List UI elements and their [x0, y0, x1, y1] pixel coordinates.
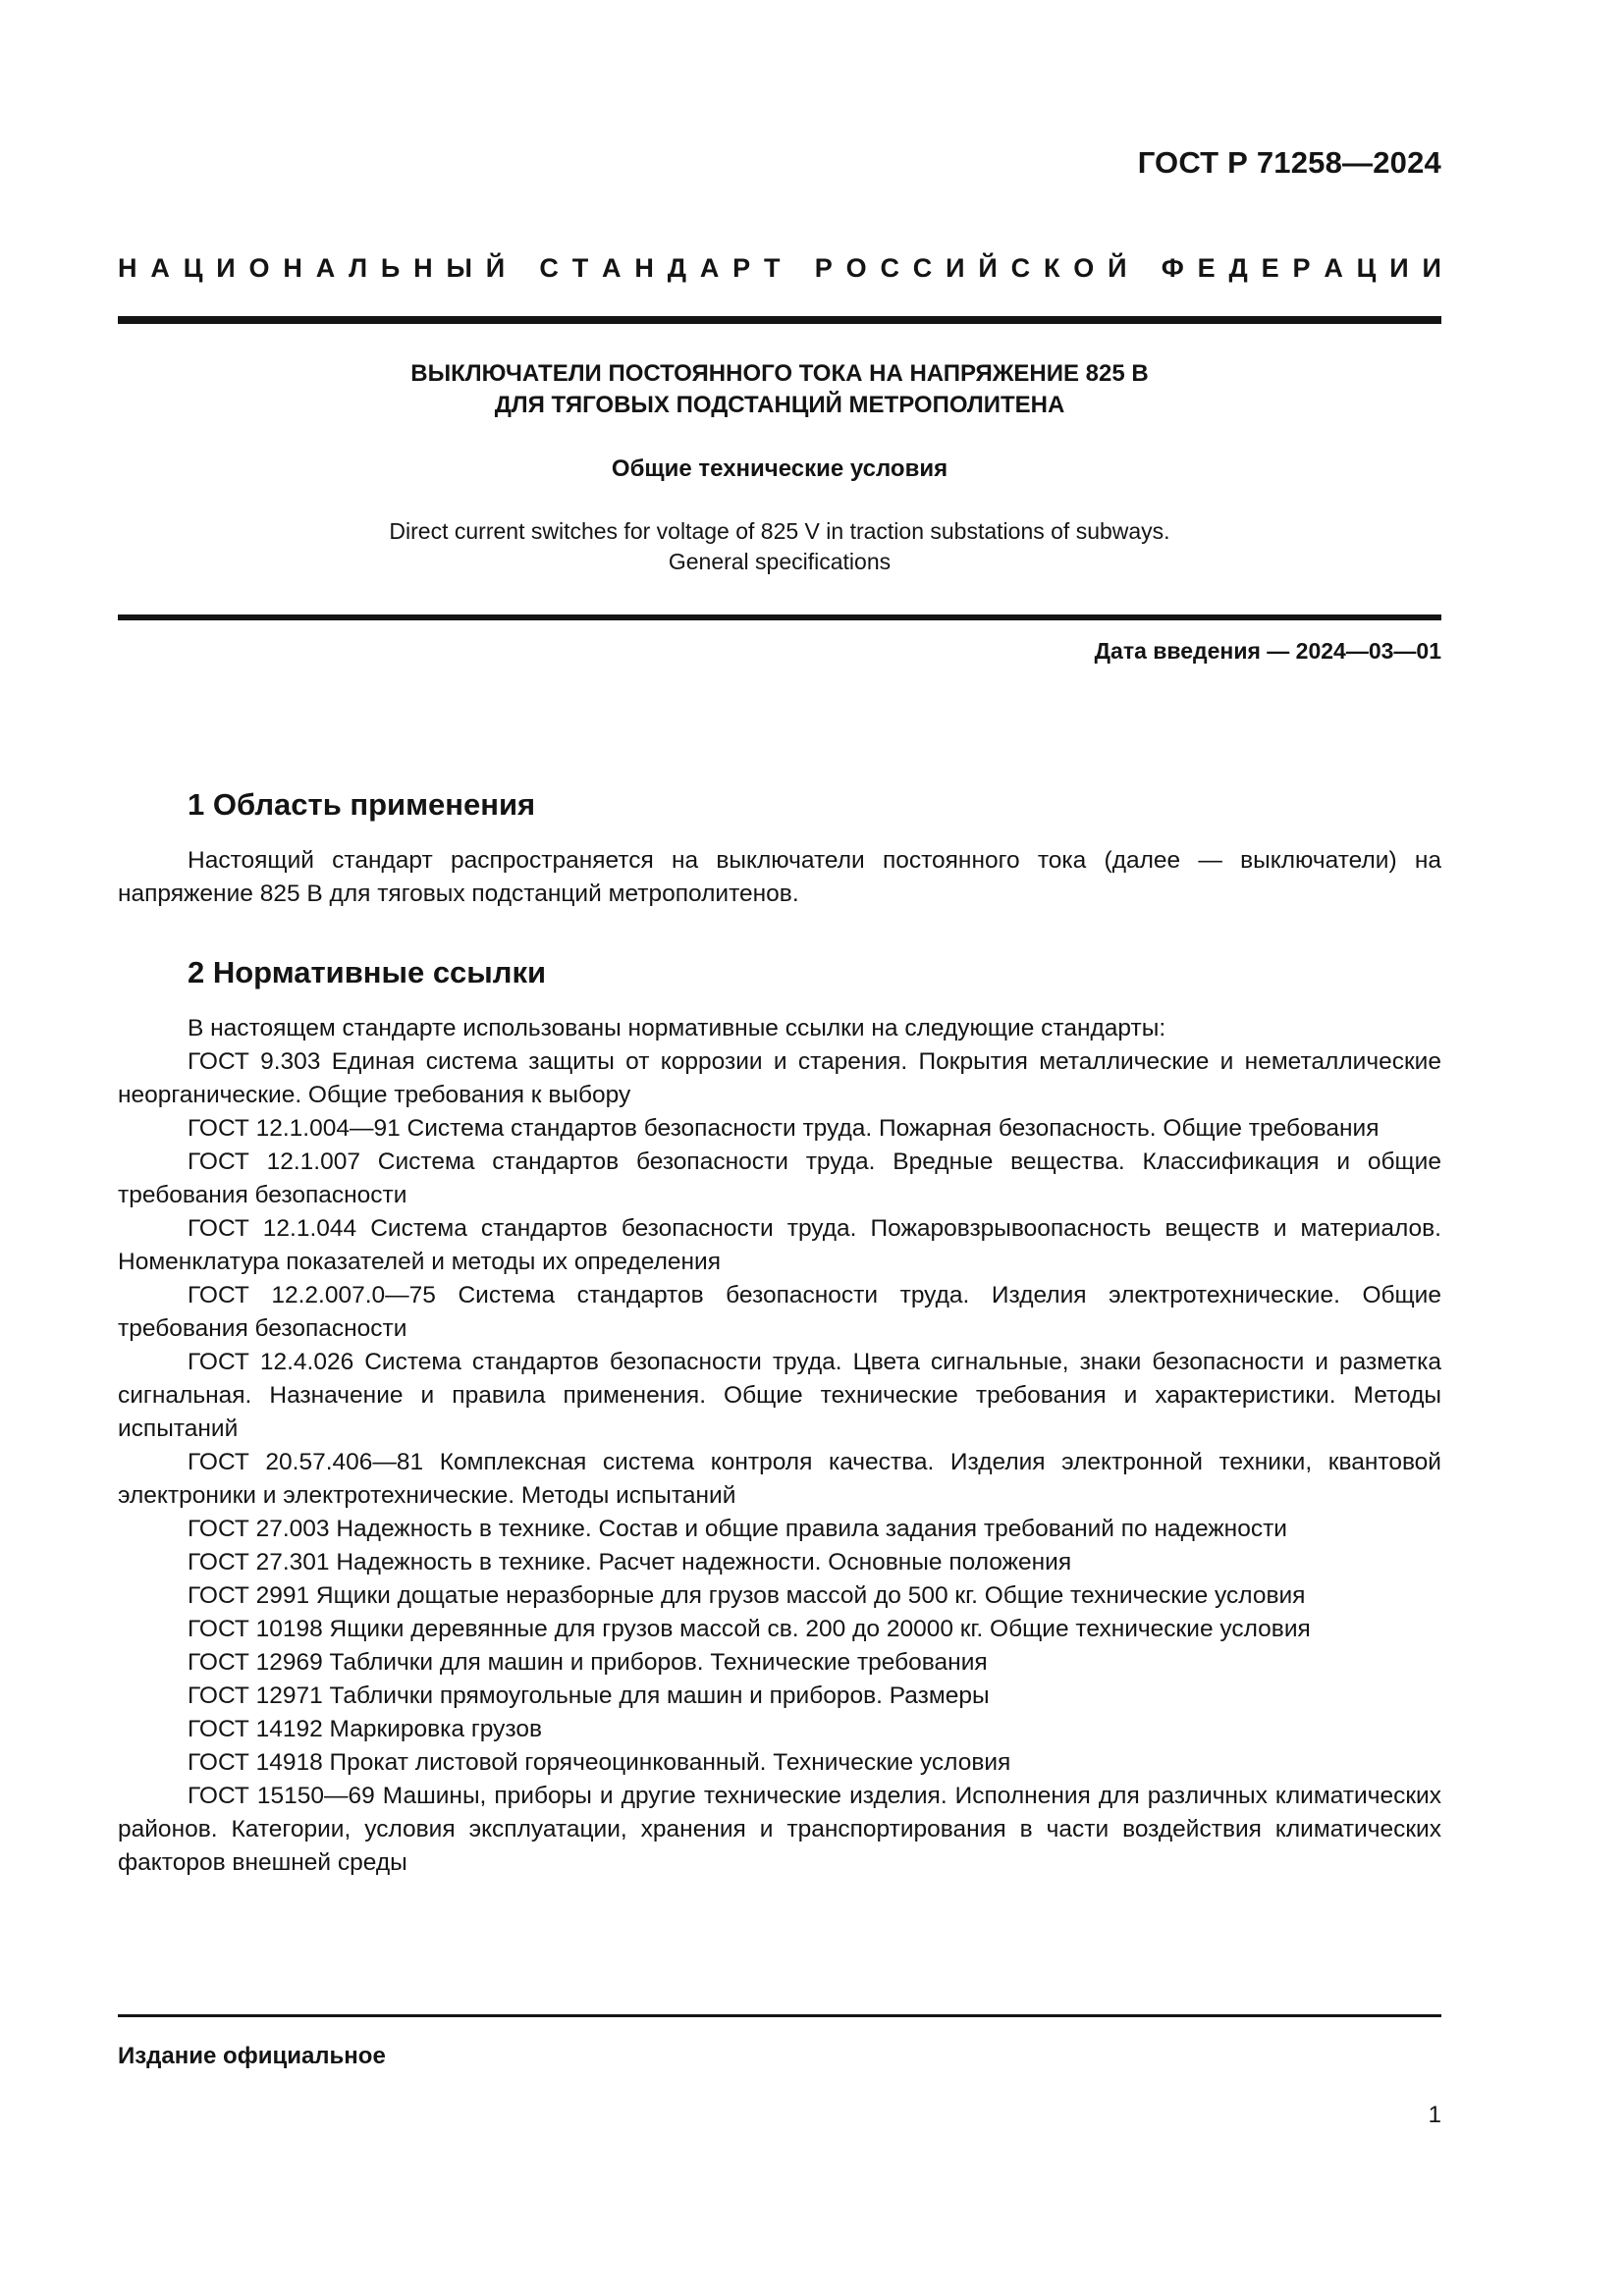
banner-letter: Л [349, 253, 368, 283]
banner-letter: Д [1228, 253, 1248, 283]
banner-letter: Т [571, 253, 589, 283]
banner-letter: О [1073, 253, 1095, 283]
banner-space [518, 253, 526, 284]
banner-letter: И [1422, 253, 1441, 283]
reference-item: ГОСТ 12.4.026 Система стандартов безопасности труда. Цвета сигнальные, знаки безопасности и разметка сигнальная. Назначение и правила применения. Общие технические требования и характеристики. Методы испытаний [118, 1349, 1441, 1442]
banner-letter: Р [732, 253, 751, 283]
banner-letter: Е [1261, 253, 1279, 283]
banner-letter: С [880, 253, 899, 283]
section-body-scope [118, 844, 1441, 911]
document-title [118, 358, 1441, 421]
banner-letter: Н [634, 253, 654, 283]
reference-item: ГОСТ 12.1.044 Система стандартов безопасности труда. Пожаровзрывоопасность веществ и материалов. Номенклатура показателей и методы их определения [118, 1215, 1441, 1275]
banner-letter: А [1324, 253, 1343, 283]
banner-letter: Й [1108, 253, 1127, 283]
banner-letter: А [699, 253, 720, 283]
banner-letter: Р [1292, 253, 1311, 283]
english-title [118, 516, 1441, 577]
banner-letter: О [248, 253, 270, 283]
official-edition-label: Издание официальное [118, 2043, 386, 2069]
banner-letter: Н [413, 253, 433, 283]
banner-letter: А [150, 253, 170, 283]
banner-letter: Р [814, 253, 833, 283]
banner-letter: О [845, 253, 867, 283]
banner-letter: С [539, 253, 559, 283]
reference-item: ГОСТ 14192 Маркировка грузов [188, 1716, 542, 1742]
reference-item: ГОСТ 2991 Ящики дощатые неразборные для грузов массой до 500 кг. Общие технические условия [188, 1582, 1306, 1609]
banner-letter: Е [1197, 253, 1216, 283]
reference-item: ГОСТ 9.303 Единая система защиты от коррозии и старения. Покрытия металлические и неметаллические неорганические. Общие требования к выбору [118, 1048, 1441, 1108]
footer-divider [118, 2014, 1441, 2017]
reference-item: ГОСТ 12969 Таблички для машин и приборов. Технические требования [188, 1649, 988, 1676]
banner-letter: С [912, 253, 933, 283]
reference-item: ГОСТ 12971 Таблички прямоугольные для машин и приборов. Размеры [188, 1682, 990, 1709]
banner-letter: И [946, 253, 965, 283]
banner-letter: К [1043, 253, 1060, 283]
banner-letter: Т [764, 253, 781, 283]
reference-item: ГОСТ 15150—69 Машины, приборы и другие технические изделия. Исполнения для различных климатических районов. Категории, условия эксплуатации, хранения и транспортирования в части воздействия климатических факторов внешней среды [118, 1783, 1441, 1876]
reference-item: ГОСТ 12.2.007.0—75 Система стандартов безопасности труда. Изделия электротехнические. Общие требования безопасности [118, 1282, 1441, 1342]
reference-item: ГОСТ 10198 Ящики деревянные для грузов массой св. 200 до 20000 кг. Общие технические условия [188, 1616, 1311, 1642]
reference-item: ГОСТ 20.57.406—81 Комплексная система контроля качества. Изделия электронной техники, квантовой электроники и электротехнические. Методы испытаний [118, 1449, 1441, 1509]
banner-letter: Ы [446, 253, 472, 283]
reference-item: ГОСТ 12.1.004—91 Система стандартов безопасности труда. Пожарная безопасность. Общие требования [188, 1115, 1380, 1142]
title-line-1: ВЫКЛЮЧАТЕЛИ ПОСТОЯННОГО ТОКА НА НАПРЯЖЕНИЕ 825 В [410, 360, 1149, 387]
banner-letter: И [216, 253, 236, 283]
banner-space [1140, 253, 1148, 284]
section-body-references [118, 1012, 1441, 1880]
document-number: ГОСТ Р 71258—2024 [1137, 145, 1441, 180]
reference-item: ГОСТ 27.301 Надежность в технике. Расчет надежности. Основные положения [188, 1549, 1072, 1575]
banner-letter: Ц [183, 253, 203, 283]
reference-item: ГОСТ 14918 Прокат листовой горячеоцинкованный. Технические условия [188, 1749, 1011, 1776]
paragraph: В настоящем стандарте использованы нормативные ссылки на следующие стандарты: [188, 1015, 1166, 1041]
title-line-2: ДЛЯ ТЯГОВЫХ ПОДСТАНЦИЙ МЕТРОПОЛИТЕНА [494, 392, 1065, 418]
banner-letter: Й [485, 253, 506, 283]
banner-letter: А [602, 253, 622, 283]
title-divider [118, 614, 1441, 620]
banner-letter: Ц [1356, 253, 1377, 283]
banner-letter: И [1389, 253, 1409, 283]
banner-letter: Й [978, 253, 998, 283]
banner-space [793, 253, 801, 284]
banner-letter: А [315, 253, 336, 283]
top-divider [118, 316, 1441, 324]
banner-letter: Ф [1161, 253, 1184, 283]
banner-letter: С [1010, 253, 1031, 283]
english-title-line-1: Direct current switches for voltage of 825 V in traction substations of subways. [389, 518, 1170, 544]
banner-letter: Н [118, 253, 137, 283]
banner-letter: Д [667, 253, 686, 283]
paragraph: Настоящий стандарт распространяется на выключатели постоянного тока (далее — выключатели) на напряжение 825 В для тяговых подстанций метрополитенов. [118, 847, 1441, 907]
reference-item: ГОСТ 12.1.007 Система стандартов безопасности труда. Вредные вещества. Классификация и общие требования безопасности [118, 1148, 1441, 1208]
banner-letter: Ь [380, 253, 401, 283]
section-heading-scope: 1 Область применения [188, 787, 536, 822]
introduction-date: Дата введения — 2024—03—01 [1094, 638, 1441, 664]
reference-item: ГОСТ 27.003 Надежность в технике. Состав и общие правила задания требований по надежности [188, 1516, 1287, 1542]
national-standard-banner [118, 253, 1441, 284]
document-subtitle: Общие технические условия [611, 455, 948, 482]
page-number: 1 [1428, 2102, 1441, 2128]
english-title-line-2: General specifications [668, 549, 892, 574]
section-heading-references: 2 Нормативные ссылки [188, 955, 547, 989]
banner-letter: Н [283, 253, 302, 283]
